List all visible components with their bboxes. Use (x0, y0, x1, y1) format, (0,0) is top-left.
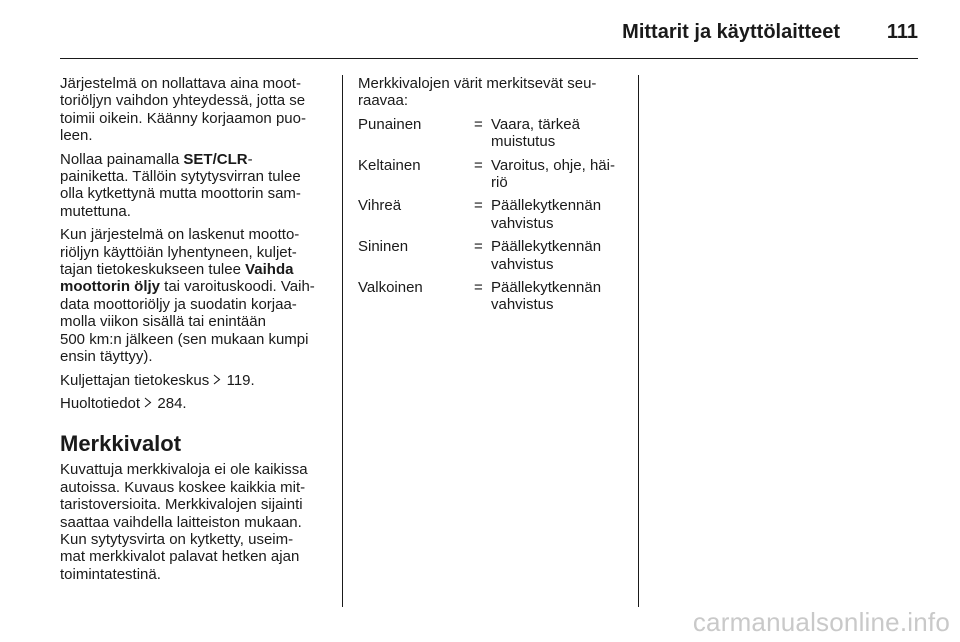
set-clr-label: SET/CLR (183, 150, 248, 168)
watermark: carmanualsonline.info (692, 607, 950, 637)
paragraph-warning-lights-intro: Kuvattuja merkkivaloja ei ole kaikissa autoissa. Kuvaus koskee kaikkia mit- taristoversioita. Merkkivalojen sijainti saattaa vaihdella laitteiston mukaan. Kun sytytysvirta on kytketty, useim- mat merkkivalot palavat hetken ajan toimintatestinä. (60, 461, 308, 583)
equals-sign: = (474, 115, 483, 133)
reference-page-284[interactable]: 284. (157, 394, 187, 412)
equals-sign: = (474, 197, 483, 215)
left-column (60, 75, 335, 589)
paragraph-oil-change: Kun järjestelmä on laskenut mootto- riöljyn käyttöiän lyhentyneen, kuljet- tajan tietokeskukseen tulee Vaihda moottorin öljy tai varoituskoodi. Vaih- data moottoriöljy ja suodatin korjaa- molla viikon sisällä tai enintään 500 km:n jälkeen (sen mukaan kumpi ensin täyttyy). (60, 226, 315, 366)
color-name: Sininen (358, 238, 409, 256)
header-rule (60, 58, 918, 59)
color-description: Vaara, tärkeä muistutus (491, 115, 580, 151)
color-meaning-row (358, 157, 626, 192)
equals-sign: = (474, 238, 483, 256)
reference-page-119[interactable]: 119. (226, 371, 255, 389)
column-divider-1 (342, 75, 343, 607)
paragraph-reset-info: Järjestelmä on nollattava aina moot- toriöljyn vaihdon yhteydessä, jotta se toimii oikein. Käänny korjaamon puo- leen. (60, 75, 306, 145)
color-description: Varoitus, ohje, häi- riö (491, 156, 615, 192)
page-reference-icon (144, 397, 153, 409)
color-description: Päällekytkennän vahvistus (491, 197, 602, 232)
column-divider-2 (638, 75, 639, 607)
equals-sign: = (474, 156, 483, 174)
paragraph-color-meanings: Merkkivalojen värit merkitsevät seu- raavaa: (358, 75, 597, 110)
page-reference-icon (213, 374, 222, 386)
color-meaning-row (358, 279, 626, 314)
color-description: Päällekytkennän vahvistus (491, 279, 602, 314)
color-meaning-row (358, 238, 626, 273)
middle-column (358, 75, 626, 320)
color-description: Päällekytkennän vahvistus (491, 238, 602, 273)
color-meaning-list (358, 116, 626, 314)
reference-driver-info-center: Kuljettajan tietokeskus 119. (60, 371, 255, 389)
equals-sign: = (474, 279, 483, 297)
color-name: Vihreä (358, 197, 402, 215)
reference-service-info: Huoltotiedot 284. (60, 394, 187, 412)
color-name: Valkoinen (358, 279, 423, 297)
page-number: 111 (886, 21, 918, 43)
page-title: Mittarit ja käyttölaitteet (622, 21, 840, 43)
color-meaning-row (358, 197, 626, 232)
change-oil-message: Vaihda moottorin öljy (60, 261, 294, 296)
page-header (60, 18, 918, 48)
paragraph-reset-instructions: Nollaa painamalla SET/CLR- painiketta. Tällöin sytytysvirran tulee olla kytkettynä mutta moottorin sam- mutettuna. (60, 150, 301, 220)
color-name: Keltainen (358, 156, 421, 174)
color-meaning-row (358, 116, 626, 151)
color-name: Punainen (358, 115, 422, 133)
section-heading-warning-lights: Merkkivalot (60, 431, 182, 457)
